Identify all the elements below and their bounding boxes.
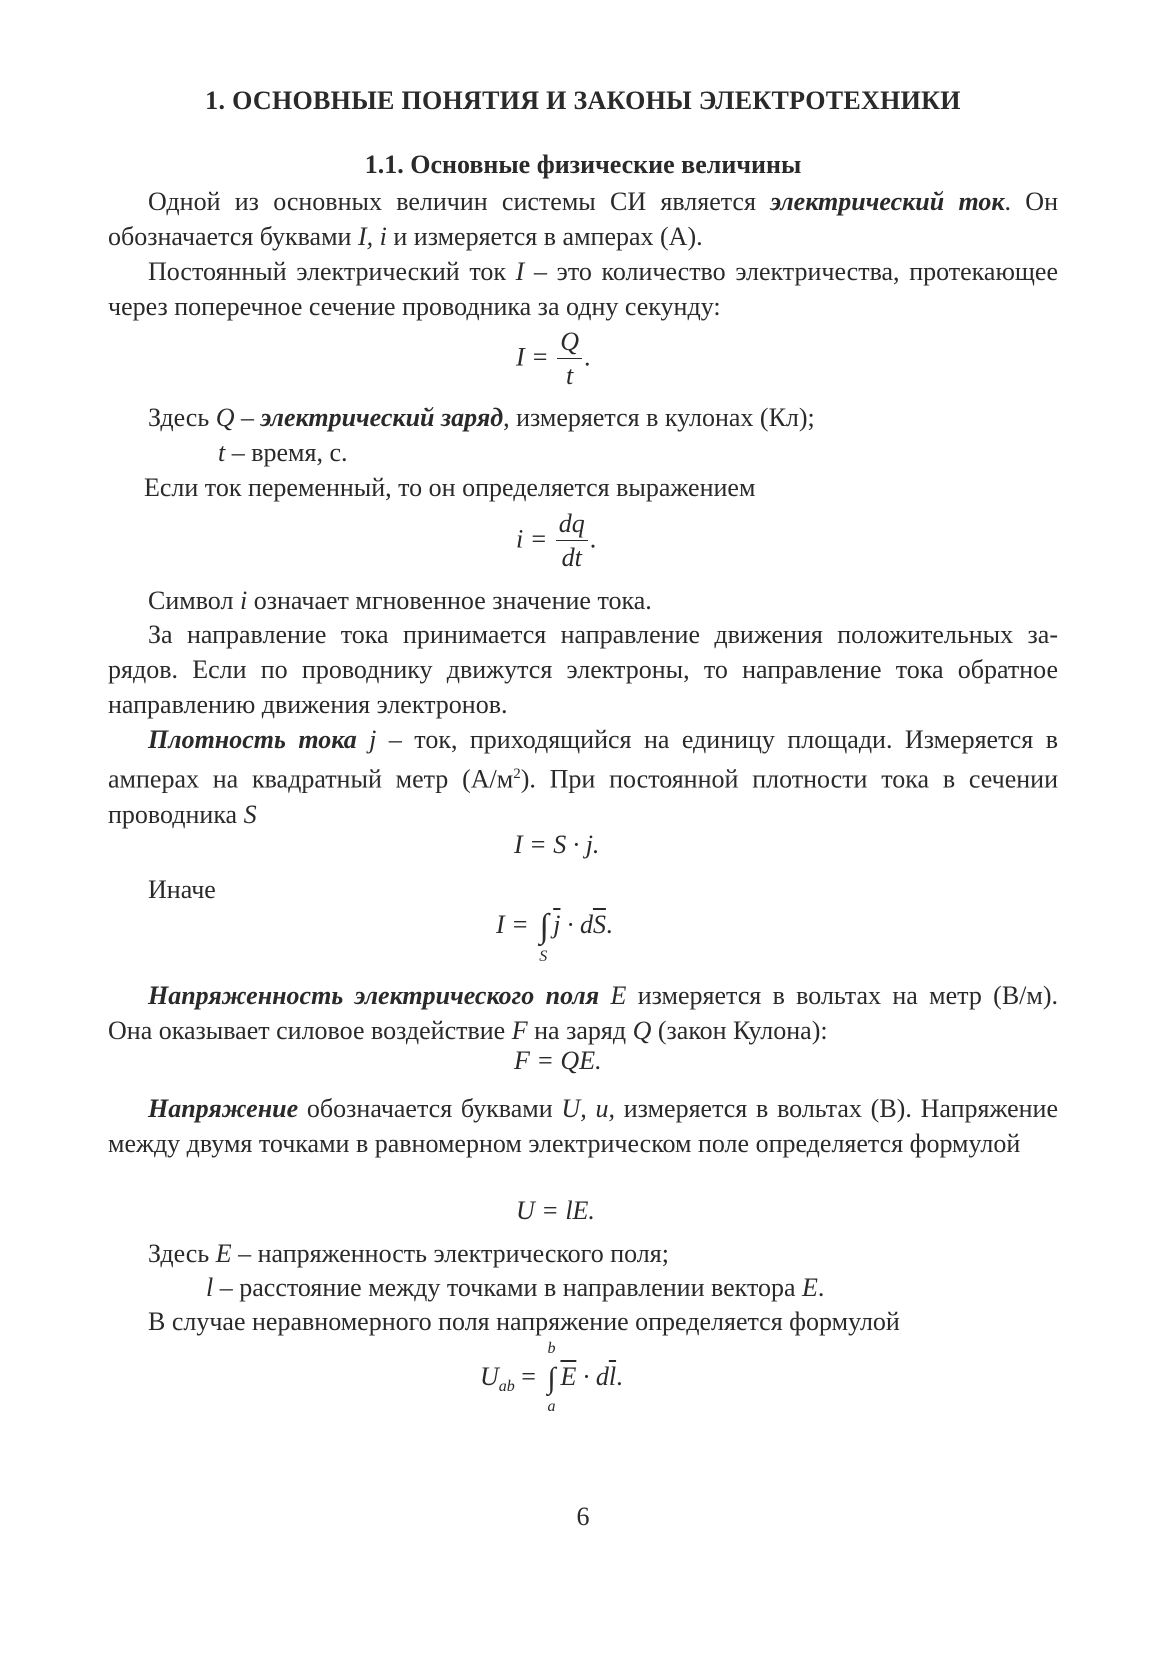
page-number: 6 <box>576 1502 590 1531</box>
formula-voltage-integral: $U_{ab}$ = b ∫ a $\overline{E} \cdot d\overline{l}$. <box>480 1340 623 1416</box>
paragraph-e-note: Здесь E – напряженность электрического поля; <box>148 1239 669 1268</box>
term-electric-current: электрический ток <box>770 187 1005 216</box>
paragraph-charge-note: Здесь Q – электрический заряд, измеряется в кулонах (Кл); <box>148 403 815 432</box>
formula-uniform-voltage: U = lE. <box>516 1196 595 1225</box>
paragraph-time-note: t – время, с. <box>218 438 348 467</box>
paragraph-current-definition: Одной из основных величин системы СИ является электрический ток. Он обозначается буквами I, i и измеряется в амперах (А). <box>108 187 1058 251</box>
formula-current-charge: I = $\frac{Q}{t}$ . <box>516 326 590 393</box>
formula-density-integral: I = ∫ S $\overline{j} \cdot d\overline{S}$. <box>496 908 613 965</box>
paragraph-otherwise: Иначе <box>148 875 216 904</box>
section-title: 1.1. Основные физические величины <box>364 150 802 179</box>
fraction: $\frac{dq}{dt}$ <box>556 508 588 575</box>
formula-coulomb: F = QE. <box>514 1046 602 1075</box>
paragraph-alternating: Если ток переменный, то он определяется выражением <box>144 473 756 502</box>
paragraph-field-strength: Напряженность электрического поля E измеряется в вольтах на метр (В/м). Она оказывает силовое воздействие F на заряд Q (закон Кулона): <box>108 981 1058 1045</box>
paragraph-current-direction: За направление тока принимается направление движения положительных зарядов. Если по проводнику движутся электроны, то направление тока обратное направлению движения электронов. <box>108 620 1058 719</box>
paragraph-current-density: Плотность тока j – ток, приходящийся на единицу площади. Измеряется в амперах на квадратный метр $(А/м^2)$. При постоянной плотности тока в сечении проводника S <box>108 725 1058 829</box>
chapter-title: 1. ОСНОВНЫЕ ПОНЯТИЯ И ЗАКОНЫ ЭЛЕКТРОТЕХНИКИ <box>205 86 961 115</box>
fraction: $\frac{Q}{t}$ <box>557 326 582 393</box>
term-current-density: Плотность тока <box>148 725 357 754</box>
integral-sign: ∫ S <box>539 908 549 965</box>
term-voltage: Напряжение <box>148 1094 299 1123</box>
formula-density-product: I = S · j. <box>514 830 600 859</box>
formula-instant-current: i = $\frac{dq}{dt}$ . <box>516 508 596 575</box>
paragraph-symbol-i: Символ i означает мгновенное значение тока. <box>148 586 652 615</box>
term-electric-charge: электрический заряд <box>260 403 504 432</box>
integral-sign: b ∫ a <box>547 1340 556 1416</box>
paragraph-voltage: Напряжение обозначается буквами U, u, измеряется в вольтах (В). Напряжение между двумя точками в равномерном электрическом поле определяется формулой <box>108 1094 1058 1158</box>
term-field-strength: Напряженность электрического поля <box>148 981 600 1010</box>
paragraph-direct-current: Постоянный электрический ток I – это количество электричества, протекающее через поперечное сечение проводника за одну секунду: <box>108 257 1058 321</box>
paragraph-l-note: l – расстояние между точками в направлении вектора E. <box>206 1273 825 1302</box>
paragraph-nonuniform: В случае неравномерного поля напряжение определяется формулой <box>148 1307 900 1336</box>
